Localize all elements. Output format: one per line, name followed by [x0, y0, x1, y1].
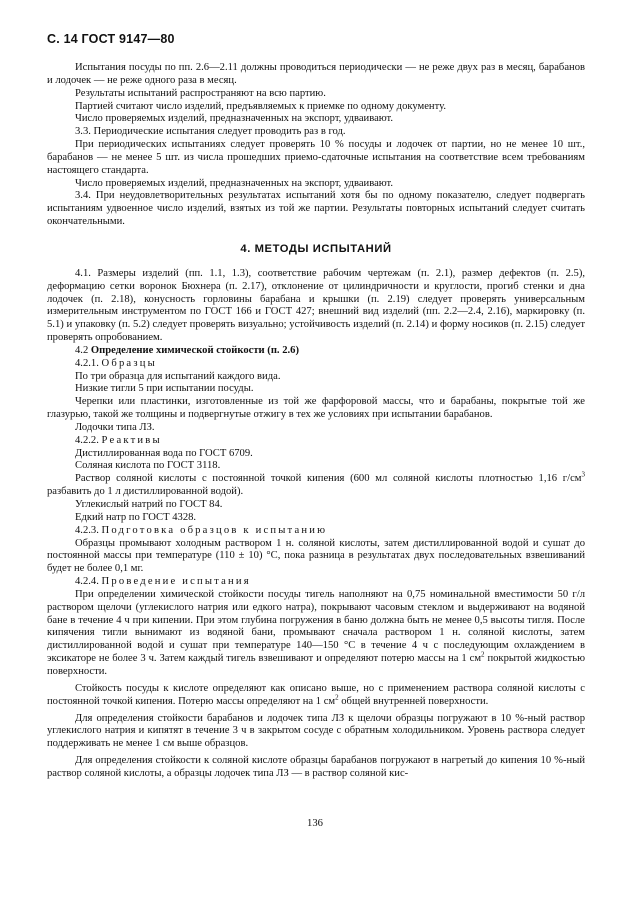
paragraph: Соляная кислота по ГОСТ 3118. [75, 460, 221, 472]
subsection-number: 4.2.2. [75, 434, 99, 446]
subsection-heading [47, 358, 585, 371]
text-run: разбавить до 1 л дистиллированной водой). [47, 486, 244, 498]
paragraph [47, 470, 585, 499]
subsection-title: Реактивы [101, 434, 162, 446]
page-number: 136 [307, 818, 323, 829]
subsection-heading [47, 576, 585, 589]
paragraph: Число проверяемых изделий, предназначенных на экспорт, удваивают. [75, 177, 394, 189]
paragraph: 3.3. Периодические испытания следует проводить раз в год. [75, 126, 346, 138]
paragraph: Результаты испытаний распространяют на всю партию. [75, 87, 326, 99]
paragraph: Для определения стойкости барабанов и лодочек типа ЛЗ к щелочи образцы погружают в 10 %-ный раствор углекислого натрия и кипятят в течение 3 ч в закрытом сосуде с обратным холодильником. Уровень раствора следует поддерживать не менее 1 см выше образцов. [47, 712, 585, 750]
paragraph: Едкий натр по ГОСТ 4328. [75, 511, 197, 523]
paragraph [47, 589, 585, 679]
paragraph: Партией считают число изделий, предъявляемых к приемке по одному документу. [75, 100, 446, 112]
subsection-number: 4.2.1. [75, 357, 99, 369]
subsection-title: Подготовка образцов к испытанию [101, 524, 328, 536]
text-run: Раствор соляной кислоты с постоянной точкой кипения (600 мл соляной кислоты плотностью 1,16 г/см [75, 473, 582, 485]
superscript: 2 [481, 650, 485, 659]
paragraph: Число проверяемых изделий, предназначенных на экспорт, удваивают. [75, 113, 394, 125]
paragraph: Черепки или пластинки, изготовленные из той же фарфоровой массы, что и барабаны, покрытые той же глазурью, такой же толщины и подвергнутые отжигу в тех же условиях при испытании барабанов. [47, 396, 585, 421]
paragraph: Низкие тигли 5 при испытании посуды. [75, 383, 254, 395]
subsection-heading [47, 525, 585, 538]
superscript: 2 [335, 693, 339, 702]
superscript: 3 [581, 470, 585, 479]
paragraph: При периодических испытаниях следует проверять 10 % посуды и лодочек от партии, но не менее 10 шт., барабанов — не менее 5 шт. из числа прошедших приемо-сдаточные испытания на соответствие всем требованиям настоящего стандарта. [47, 139, 585, 176]
text-run: При определении химической стойкости посуды тигель наполняют на 0,75 номинальной вместимости 50 г/л раствором щелочи (углекислого натрия или едкого натра), покрывают часовым стеклом и выдерживают на водяной бане в течение 4 ч при кипении. При этом глубина погружения в баню должна быть не менее 0,5 высоты тигля. После кипячения тигли вынимают из водяной бани, промывают сначала раствором 1 н. соляной кислоты, затем дистиллированной водой и сушат при температуре 140—150 °С в течение 4 ч с последующим охлаждением в эксикаторе не более 3 ч. Затем каждый тигель взвешивают и определяют потерю массы на 1 см [47, 588, 585, 665]
paragraph: Лодочки типа ЛЗ. [75, 421, 155, 433]
document-body [47, 62, 585, 781]
paragraph: Испытания посуды по пп. 2.6—2.11 должны проводиться периодически — не реже двух раз в месяц, барабанов и лодочек — не реже одного раза в месяц. [47, 62, 585, 86]
text-run: общей внутренней поверхности. [338, 695, 489, 707]
paragraph [47, 683, 585, 709]
paragraph: Углекислый натрий по ГОСТ 84. [75, 499, 223, 510]
subsection-number: 4.2.4. [75, 576, 99, 588]
section-title: 4. МЕТОДЫ ИСПЫТАНИЙ [240, 242, 392, 255]
paragraph: Дистиллированная вода по ГОСТ 6709. [75, 447, 253, 459]
subsection-title: Определение химической стойкости (п. 2.6) [90, 344, 299, 356]
subsection-heading [47, 435, 585, 448]
subsection-number: 4.2 [75, 344, 89, 356]
subsection-heading [47, 345, 585, 358]
paragraph: Образцы промывают холодным раствором 1 н. соляной кислоты, затем дистиллированной водой и сушат до постоянной массы при температуре (110 ± 10) °С, пока разница в результатах двух последовательных взвешиваний будет не более 0,1 мг. [47, 537, 585, 575]
subsection-number: 4.2.3. [75, 524, 99, 536]
subsection-title: Проведение испытания [101, 576, 251, 588]
paragraph: 3.4. При неудовлетворительных результатах испытаний хотя бы по одному показателю, следует подвергать испытаниям удвоенное число изделий, взятых из той же партии. Результаты повторных испытаний следует считать окончательными. [47, 190, 585, 228]
text-run: Стойкость посуды к кислоте определяют как описано выше, но с применением раствора соляной кислоты с постоянной точкой кипения. Потерю массы определяют на 1 см [47, 682, 585, 707]
subsection-title: Образцы [101, 357, 157, 369]
page-header: С. 14 ГОСТ 9147—80 [47, 32, 175, 46]
text-run: покрытой жидкостью поверхности. [47, 653, 585, 677]
paragraph: По три образца для испытаний каждого вида. [75, 370, 281, 382]
paragraph: Для определения стойкости к соляной кислоте образцы барабанов погружают в нагретый до кипения 10 %-ный раствор соляной кислоты, а образцы лодочек типа ЛЗ — в раствор соляной кис- [47, 755, 585, 779]
paragraph: 4.1. Размеры изделий (пп. 1.1, 1.3), соответствие рабочим чертежам (п. 2.1), размер дефектов (п. 2.5), деформацию сетки воронок Бюхнера (п. 2.17), отклонение от цилиндричности и круглости, прогиб стенки и дна лодочек (п. 2.18), конусность горловины барабана и крышки (п. 2.19) следует проверять универсальным измерительным инструментом по ГОСТ 166 и ГОСТ 427; внешний вид изделий (пп. 2.2—2.4, 2.16), маркировку (п. 5.1) и упаковку (п. 5.2) следует проверять визуально; устойчивость изделий (п. 2.14) и форму носиков (п. 2.15) следует проверять опробованием. [47, 267, 585, 344]
